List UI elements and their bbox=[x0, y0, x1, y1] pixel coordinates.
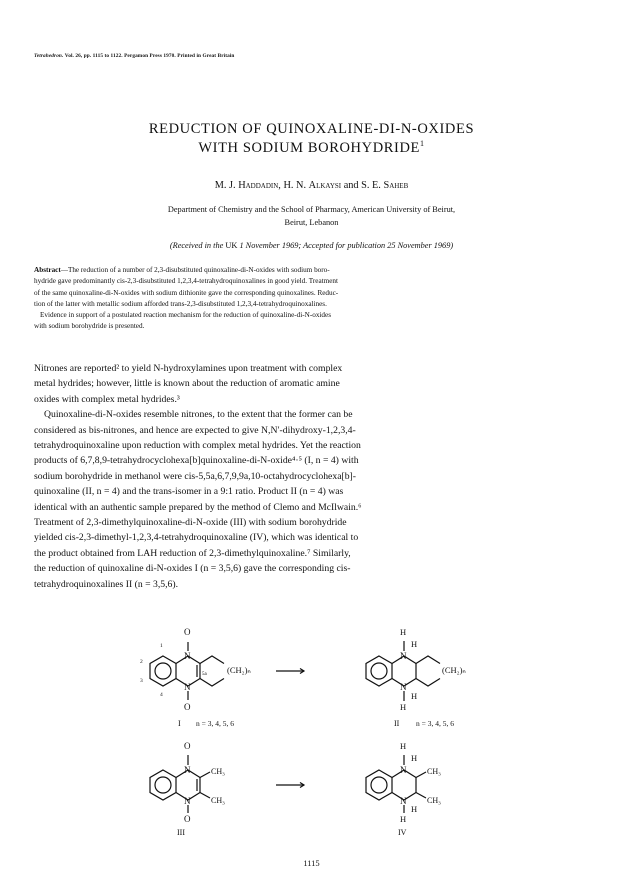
compound-II-h-bottom: H bbox=[400, 702, 407, 712]
compound-II-n-values: n = 3, 4, 5, 6 bbox=[416, 719, 454, 728]
abstract-line: Evidence in support of a postulated reaction mechanism for the reduction of quinoxaline-di-N-oxides bbox=[40, 311, 332, 320]
body-line: products of 6,7,8,9-tetrahydrocyclohexa[b]quinoxaline-di-N-oxide⁴·⁵ (I, n = 4) with bbox=[34, 455, 359, 467]
compound-II-h-top: H bbox=[400, 627, 407, 637]
journal-header bbox=[34, 53, 234, 59]
compound-IV-methyl-bottom: CH₃ bbox=[427, 796, 441, 805]
body-line: quinoxaline (II, n = 4) and the trans-isomer in a 9:1 ratio. Product II (n = 4) was bbox=[34, 486, 344, 498]
affiliation-line-2: Beirut, Lebanon bbox=[284, 218, 339, 227]
abstract-line: with sodium borohydride is presented. bbox=[34, 322, 145, 331]
compound-IV-methyl-top: CH₃ bbox=[427, 767, 441, 776]
compound-IV-h-bottom-2: H bbox=[411, 804, 418, 814]
compound-II-structure bbox=[366, 641, 440, 701]
compound-III-structure bbox=[150, 755, 210, 813]
author-1-initials: M. J. bbox=[214, 180, 236, 191]
author-list: M. J. Haddadin, H. N. Alkaysi and S. E. Saheb bbox=[214, 180, 409, 191]
compound-IV-h-top: H bbox=[400, 741, 407, 751]
page-number: 1115 bbox=[303, 858, 320, 868]
affiliation-line-1: Department of Chemistry and the School of Pharmacy, American University of Beirut, bbox=[167, 205, 456, 214]
compound-II-ring-label: (CH₂)ₙ bbox=[442, 665, 466, 675]
paper-title-line-2-text: WITH SODIUM BOROHYDRIDE bbox=[198, 140, 420, 156]
compound-I-label: I bbox=[178, 719, 181, 728]
body-line: the product obtained from LAH reduction of 2,3-dimethylquinoxaline.⁷ Similarly, bbox=[34, 547, 351, 559]
compound-I-position-3: 3 bbox=[140, 678, 143, 684]
compound-I-position-2: 2 bbox=[140, 659, 143, 665]
body-line: tetrahydroquinoxaline upon reduction with complex metal hydrides. Yet the reaction bbox=[34, 440, 361, 452]
compound-I-position-5a: 5a bbox=[202, 672, 207, 677]
compound-I-nitrogen-bottom: N bbox=[184, 682, 191, 692]
body-line: sodium borohydride in methanol were cis-5,5a,6,7,9,9a,10-octahydrocyclohexa[b]- bbox=[34, 470, 357, 482]
compound-I-position-4: 4 bbox=[160, 692, 163, 698]
compound-III-methyl-bottom: CH₃ bbox=[211, 796, 225, 805]
body-line: Quinoxaline-di-N-oxides resemble nitrones, to the extent that the former can be bbox=[44, 409, 353, 421]
reaction-scheme-svg bbox=[0, 579, 623, 849]
compound-III-oxygen-bottom: O bbox=[184, 814, 191, 824]
body-line: tetrahydroquinoxalines II (n = 3,5,6). bbox=[34, 578, 179, 590]
compound-IV-nitrogen-top: N bbox=[400, 765, 407, 775]
compound-II-label: II bbox=[394, 719, 400, 728]
received-text-2: 1 November 1969; Accepted for publication 25 November 1969) bbox=[239, 241, 454, 250]
compound-II-h-top-2: H bbox=[411, 639, 418, 649]
compound-I-oxygen-bottom: O bbox=[184, 702, 191, 712]
body-line: Treatment of 2,3-dimethylquinoxaline-di-N-oxide (III) with sodium borohydride bbox=[34, 517, 347, 529]
author-3-name: Saheb bbox=[383, 180, 409, 191]
abstract-line: of the same quinoxaline-di-N-oxides with sodium dithionite gave the corresponding quinoxalines. Reduc- bbox=[34, 288, 339, 297]
body-line: yielded cis-2,3-dimethyl-1,2,3,4-tetrahydroquinoxaline (IV), which was identical to bbox=[34, 532, 359, 544]
received-uk: UK bbox=[225, 241, 238, 250]
compound-III-nitrogen-top: N bbox=[184, 765, 191, 775]
compound-IV-h-top-2: H bbox=[411, 753, 418, 763]
abstract-line: tion of the latter with metallic sodium afforded trans-2,3-disubstituted 1,2,3,4-tetrahydroquinoxalines. bbox=[34, 299, 327, 308]
compound-III-methyl-top: CH₃ bbox=[211, 767, 225, 776]
compound-II-nitrogen-bottom: N bbox=[400, 682, 407, 692]
body-line: metal hydrides; however, little is known about the reduction of aromatic amine bbox=[34, 378, 340, 390]
body-line: the reduction of quinoxaline di-N-oxides I (n = 3,5,6) gave the corresponding cis- bbox=[34, 563, 351, 575]
compound-IV-h-bottom: H bbox=[400, 814, 407, 824]
abstract bbox=[34, 265, 592, 333]
compound-III-nitrogen-bottom: N bbox=[184, 796, 191, 806]
journal-citation: Vol. 26, pp. 1115 to 1122. Pergamon Press 1970. Printed in Great Britain bbox=[64, 53, 235, 59]
journal-name: Tetrahedron. bbox=[34, 53, 64, 59]
author-2-initials: H. N. bbox=[283, 180, 307, 191]
compound-I-nitrogen-top: N bbox=[184, 651, 191, 661]
compound-I-n-values: n = 3, 4, 5, 6 bbox=[196, 719, 234, 728]
author-3-initials: S. E. bbox=[361, 180, 381, 191]
abstract-line bbox=[34, 265, 592, 276]
compound-I-position-1: 1 bbox=[160, 643, 163, 649]
body-line: identical with an authentic sample prepared by the method of Clemo and McIlwain.⁶ bbox=[34, 501, 362, 513]
compound-IV-nitrogen-bottom: N bbox=[400, 796, 407, 806]
abstract-label: Abstract bbox=[34, 266, 61, 274]
body-line: oxides with complex metal hydrides.³ bbox=[34, 393, 180, 405]
abstract-text: —The reduction of a number of 2,3-disubstituted quinoxaline-di-N-oxides with sodium boro- bbox=[60, 266, 330, 274]
author-conjunction: and bbox=[343, 180, 359, 191]
author-2-name: Alkaysi bbox=[308, 180, 342, 191]
paper-title-line-2 bbox=[0, 140, 623, 157]
compound-I-ring-label: (CH₂)ₙ bbox=[227, 665, 251, 675]
compound-IV-label: IV bbox=[398, 828, 407, 837]
received-text-1: (Received in the bbox=[169, 241, 224, 250]
compound-II-nitrogen-top: N bbox=[400, 651, 407, 661]
compound-I-oxygen-top: O bbox=[184, 627, 191, 637]
reaction-schemes bbox=[0, 579, 623, 849]
paper-title-line-1: REDUCTION OF QUINOXALINE-DI-N-OXIDES bbox=[148, 121, 475, 137]
body-line: considered as bis-nitrones, and hence are expected to give N,N′-dihydroxy-1,2,3,4- bbox=[34, 424, 356, 436]
compound-III-label: III bbox=[177, 828, 185, 837]
body-text bbox=[34, 361, 594, 592]
author-1-name: Haddadin bbox=[238, 180, 279, 191]
compound-II-h-bottom-2: H bbox=[411, 691, 418, 701]
title-footnote-ref: 1 bbox=[420, 139, 425, 149]
body-line: Nitrones are reported² to yield N-hydroxylamines upon treatment with complex bbox=[34, 363, 343, 374]
abstract-line: hydride gave predominantly cis-2,3-disubstituted 1,2,3,4-tetrahydroquinoxalines in good yield. Treatment bbox=[34, 277, 339, 286]
compound-III-oxygen-top: O bbox=[184, 741, 191, 751]
received-dates bbox=[0, 241, 623, 250]
